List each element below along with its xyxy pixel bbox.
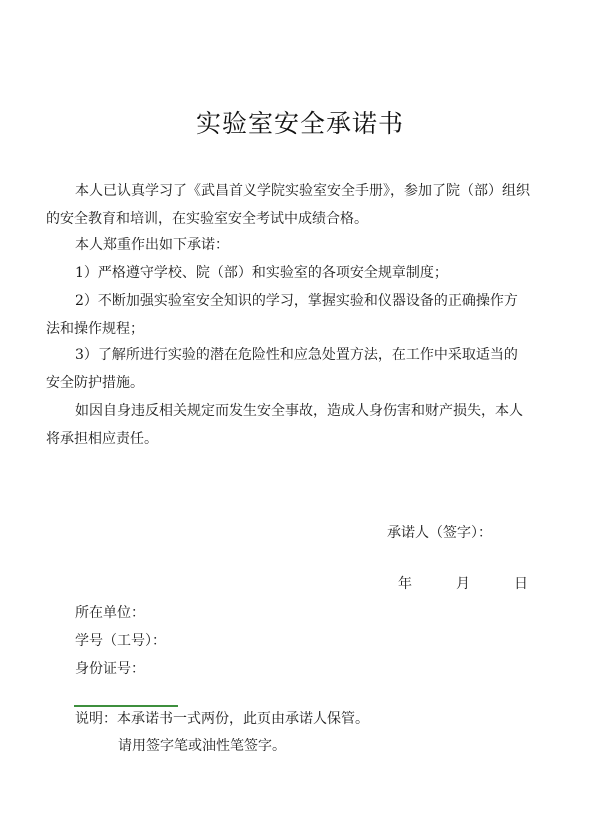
divider-rule [74, 705, 178, 707]
paragraph-line-2: 的安全教育和培训，在实验室安全考试中成绩合格。 [46, 211, 368, 227]
paragraph-line-8: 安全防护措施。 [46, 375, 144, 391]
date-year: 年 [398, 576, 412, 592]
paragraph-line-6: 法和操作规程； [46, 321, 144, 337]
paragraph-line-1: 本人已认真学习了《武昌首义学院实验室安全手册》，参加了院（部）组织 [75, 183, 530, 199]
paragraph-line-3: 本人郑重作出如下承诺： [75, 237, 229, 253]
paragraph-line-7: 3）了解所进行实验的潜在危险性和应急处置方法，在工作中采取适当的 [75, 347, 518, 363]
note-line-2: 请用签字笔或油性笔签字。 [118, 738, 286, 754]
field-student-id-label: 学号（工号）： [75, 633, 166, 649]
date-month: 月 [456, 576, 470, 592]
paragraph-line-5: 2）不断加强实验室安全知识的学习，掌握实验和仪器设备的正确操作方 [75, 293, 518, 309]
date-day: 日 [514, 576, 528, 592]
paragraph-line-4: 1）严格遵守学校、院（部）和实验室的各项安全规章制度； [75, 265, 448, 281]
signature-label: 承诺人（签字）： [387, 525, 492, 541]
field-id-number-label: 身份证号： [75, 661, 145, 677]
note-line-1: 说明：本承诺书一式两份，此页由承诺人保管。 [75, 711, 369, 727]
page-title: 实验室安全承诺书 [195, 109, 404, 138]
field-unit-label: 所在单位： [75, 605, 145, 621]
paragraph-line-9: 如因自身违反相关规定而发生安全事故，造成人身伤害和财产损失，本人 [75, 403, 523, 419]
paragraph-line-10: 将承担相应责任。 [46, 431, 158, 447]
